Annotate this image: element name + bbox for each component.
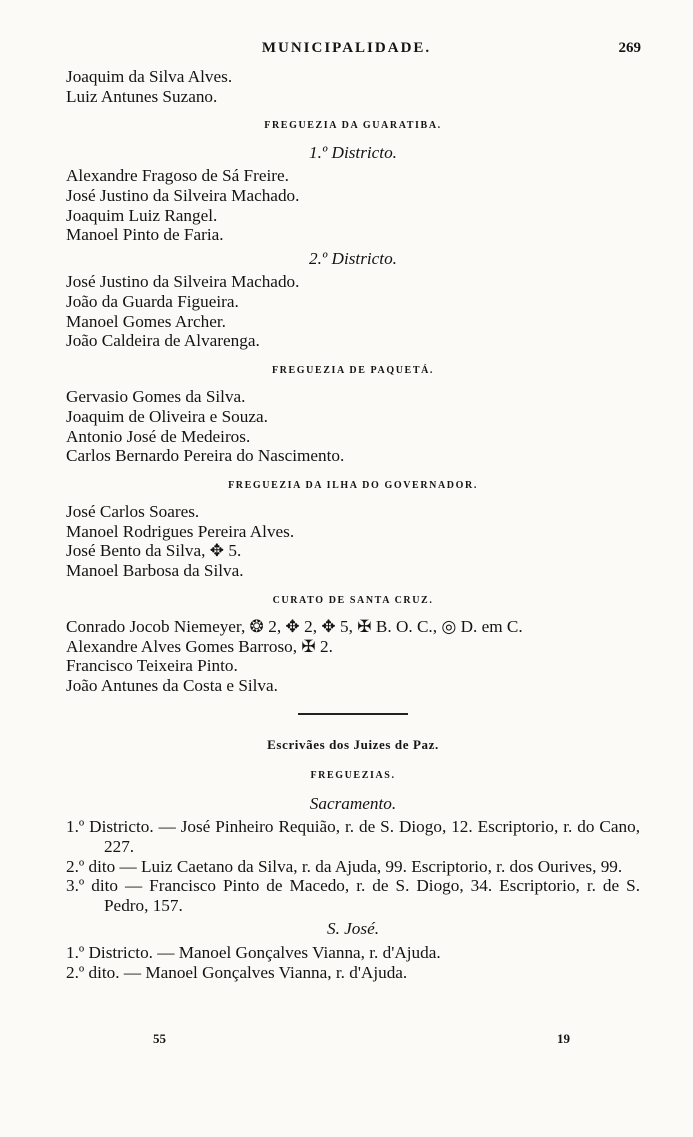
name-line: Antonio José de Medeiros. [66,426,251,446]
entry-item: 2.º dito — Luiz Caetano da Silva, r. da Ajuda, 99. Escriptorio, r. dos Ourives, 99. [66,856,623,876]
name-line: José Bento da Silva, ✥ 5. [66,541,242,561]
name-line: João Antunes da Costa e Silva. [66,676,278,696]
name-line: José Justino da Silveira Machado. [66,185,300,205]
heading-escrivaes: Escrivães dos Juizes de Paz. [267,736,439,752]
signature-mark-right: 19 [557,1031,570,1046]
name-line: José Carlos Soares. [66,502,200,522]
section-title-guaratiba: FREGUEZIA DA GUARATIBA. [264,120,442,132]
name-line: Manoel Pinto de Faria. [66,225,224,245]
subsection-title: Sacramento. [309,793,397,813]
page-number: 269 [618,40,641,56]
name-line: Luiz Antunes Suzano. [66,86,218,106]
subsection-title: 1.º Districto. [309,142,397,162]
name-line: Manoel Rodrigues Pereira Alves. [66,521,295,541]
entry-item: 1.º Districto. — José Pinheiro Requião, r. de S. Diogo, 12. Escriptorio, r. do Cano, 227. [66,817,640,856]
section-title-freguezias: FREGUEZIAS. [310,770,396,782]
running-head: MUNICIPALIDADE. [261,40,432,56]
entry-item: 2.º dito. — Manoel Gonçalves Vianna, r. d'Ajuda. [66,962,408,982]
name-line: Alexandre Alves Gomes Barroso, ✠ 2. [66,636,333,656]
signature-mark-left: 55 [153,1031,166,1046]
name-line: João Caldeira de Alvarenga. [66,331,260,351]
subsection-title: S. José. [326,919,380,939]
entry-item: 1.º Districto. — Manoel Gonçalves Vianna, r. d'Ajuda. [66,942,441,962]
name-line: Joaquim Luiz Rangel. [66,205,218,225]
body-text [66,67,640,982]
section-title-santa-cruz: CURATO DE SANTA CRUZ. [272,594,434,606]
subsection-title: 2.º Districto. [309,248,397,268]
entry-item: 3.º dito — Francisco Pinto de Macedo, r. de S. Diogo, 34. Escriptorio, r. de S. Pedro, 157. [66,876,640,915]
name-line: João da Guarda Figueira. [66,291,239,311]
section-title-governador: FREGUEZIA DA ILHA DO GOVERNADOR. [228,479,478,491]
name-line: Manoel Barbosa da Silva. [66,561,244,581]
name-line: Joaquim de Oliveira e Souza. [66,406,268,426]
name-line: Conrado Jocob Niemeyer, ❂ 2, ✥ 2, ✥ 5, ✠ B. O. C., ◎ D. em C. [66,617,523,637]
horizontal-rule [298,713,408,715]
name-line: Gervasio Gomes da Silva. [66,387,246,407]
name-line: Alexandre Fragoso de Sá Freire. [66,166,289,186]
name-line: José Justino da Silveira Machado. [66,272,300,292]
name-line: Manoel Gomes Archer. [66,311,226,331]
name-line: Carlos Bernardo Pereira do Nascimento. [66,446,345,466]
name-line: Francisco Teixeira Pinto. [66,656,238,676]
section-title-paqueta: FREGUEZIA DE PAQUETÁ. [271,364,435,376]
name-line: Joaquim da Silva Alves. [66,67,233,86]
